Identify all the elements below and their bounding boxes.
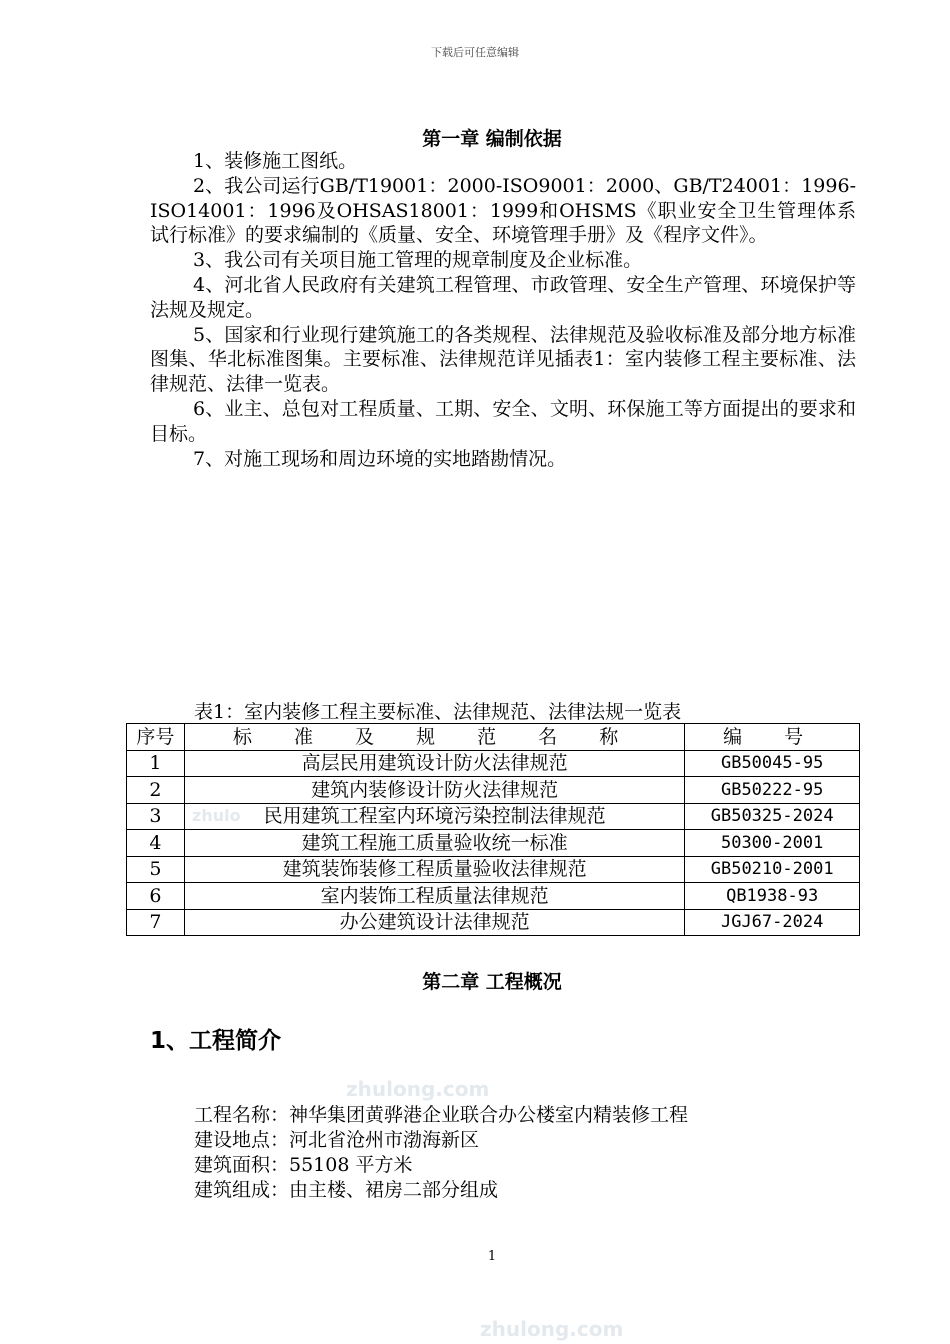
project-location: 建设地点：河北省沧州市渤海新区 [194,1129,480,1151]
table-row [127,750,860,777]
section-title: 1、工程简介 [150,1028,282,1054]
header-code: 编 号 [685,724,860,751]
page-number: 1 [487,1249,497,1264]
table-row [127,803,860,830]
chapter-1-title: 第一章 编制依据 [422,128,562,150]
standards-table [126,723,860,936]
row-name: 室内装饰工程质量法律规范 [184,883,684,910]
table-row [127,883,860,910]
table-row [127,830,860,857]
row-no: 6 [127,883,185,910]
row-code: GB50325-2024 [685,803,860,830]
row-name: 建筑工程施工质量验收统一标准 [184,830,684,857]
row-name: 建筑装饰装修工程质量验收法律规范 [184,856,684,883]
basis-item: 2、我公司运行GB/T19001：2000-ISO9001：2000、GB/T24001：1996-ISO14001：1996及OHSAS18001：1999和OHSMS《职业安全卫生管理体系试行标准》的要求编制的《质量、安全、环境管理手册》及《程序文件》。 [150,174,856,247]
row-no: 1 [127,750,185,777]
table-row [127,856,860,883]
project-info [194,1103,688,1203]
table-caption: 表1：室内装修工程主要标准、法律规范、法律法规一览表 [194,701,682,723]
project-name: 工程名称：神华集团黄骅港企业联合办公楼室内精装修工程 [194,1104,689,1126]
basis-item: 6、业主、总包对工程质量、工期、安全、文明、环保施工等方面提出的要求和目标。 [150,397,856,445]
basis-list [150,149,856,471]
project-area: 建筑面积：55108 平方米 [194,1154,413,1176]
row-no: 4 [127,830,185,857]
row-name: 建筑内装修设计防火法律规范 [184,777,684,804]
project-composition: 建筑组成：由主楼、裙房二部分组成 [194,1179,499,1201]
basis-item: 4、河北省人民政府有关建筑工程管理、市政管理、安全生产管理、环境保护等法规及规定。 [150,273,856,321]
table-row [127,777,860,804]
row-code: JGJ67-2024 [685,909,860,936]
basis-item: 5、国家和行业现行建筑施工的各类规程、法律规范及验收标准及部分地方标准图集、华北标准图集。主要标准、法律规范详见插表1：室内装修工程主要标准、法律规范、法律一览表。 [150,323,856,396]
table-header-row [127,724,860,751]
row-no: 3 [127,803,185,830]
chapter-2-title: 第二章 工程概况 [422,971,562,993]
row-code: GB50222-95 [685,777,860,804]
basis-item: 7、对施工现场和周边环境的实地踏勘情况。 [193,447,567,470]
row-code: GB50045-95 [685,750,860,777]
basis-item: 1、装修施工图纸。 [193,150,358,172]
row-no: 7 [127,909,185,936]
row-no: 5 [127,856,185,883]
basis-item: 3、我公司有关项目施工管理的规章制度及企业标准。 [193,249,643,272]
table-row [127,909,860,936]
watermark: zhulo [192,806,241,825]
page-header: 下载后可任意编辑 [431,46,519,59]
row-name: 办公建筑设计法律规范 [184,909,684,936]
watermark: zhulong.com [480,1317,624,1341]
row-code: GB50210-2001 [685,856,860,883]
row-code: 50300-2001 [685,830,860,857]
header-no: 序号 [127,724,185,751]
watermark: zhulong.com [346,1077,490,1101]
row-name: 高层民用建筑设计防火法律规范 [184,750,684,777]
header-name: 标 准 及 规 范 名 称 [184,724,684,751]
row-no: 2 [127,777,185,804]
row-code: QB1938-93 [685,883,860,910]
row-name: 民用建筑工程室内环境污染控制法律规范 [184,803,684,830]
